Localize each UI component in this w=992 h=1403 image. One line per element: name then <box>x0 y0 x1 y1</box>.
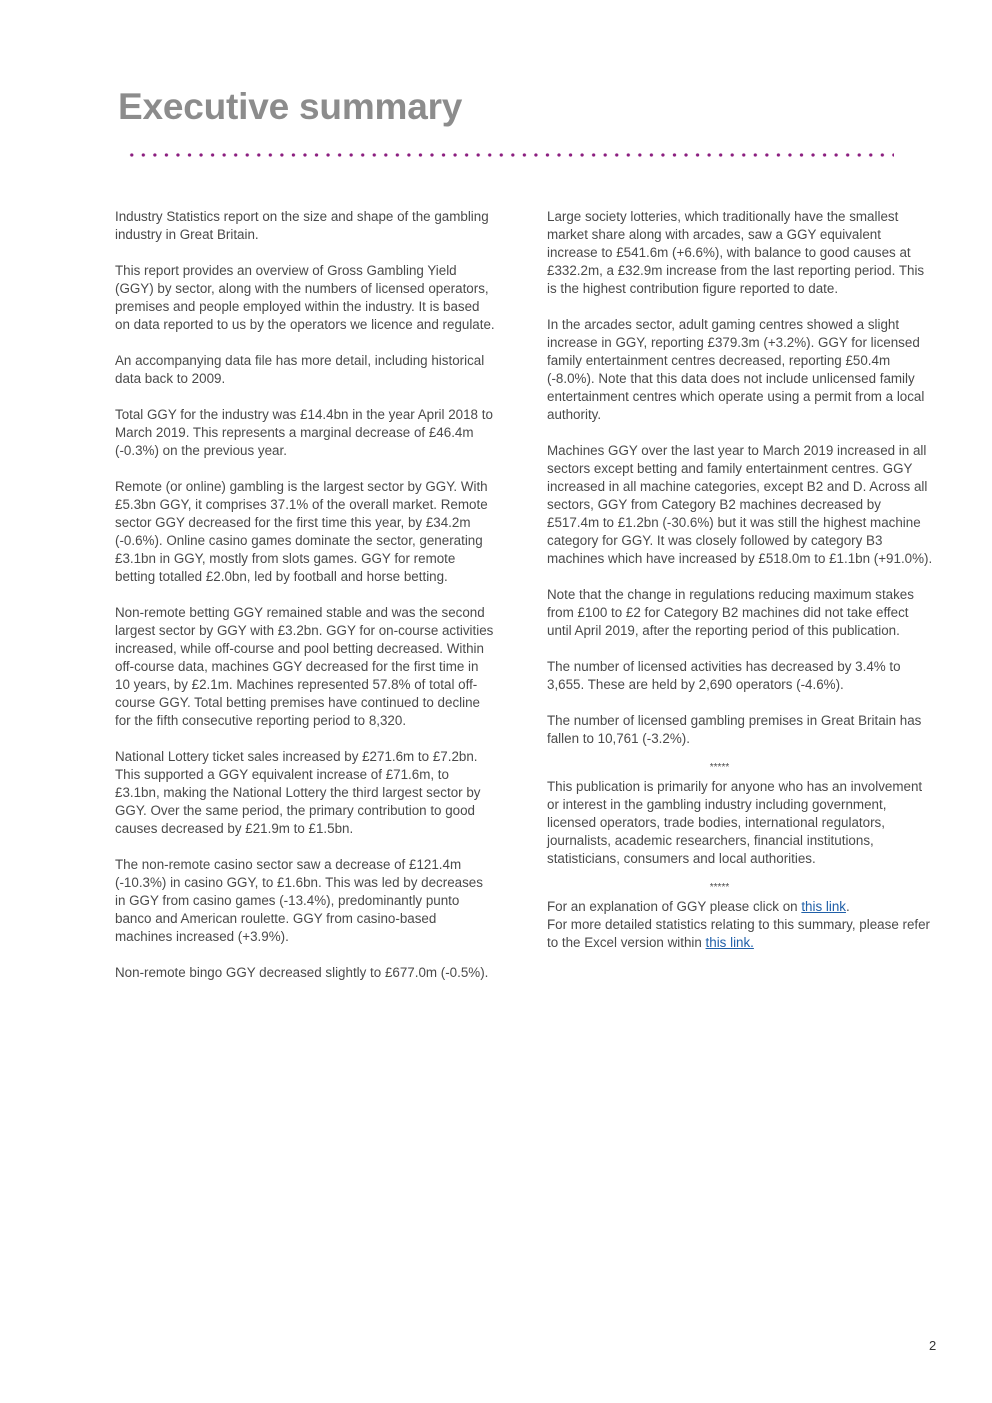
ggy-link-prefix: For an explanation of GGY please click on <box>547 899 802 914</box>
excel-version-link[interactable]: this link. <box>705 935 754 950</box>
paragraph-intro: Industry Statistics report on the size and shape of the gambling industry in Great Britain. <box>115 209 489 242</box>
paragraph-society-lotteries: Large society lotteries, which traditionally have the smallest market share along with arcades, saw a GGY equivalent increase to £541.6m (+6.6%), with balance to good causes at £332.2m, a £32.9m increase from the last reporting period. This is the highest contribution figure reported to date. <box>547 209 925 296</box>
paragraph-bingo: Non-remote bingo GGY decreased slightly to £677.0m (-0.5%). <box>115 965 489 980</box>
paragraph-regulations: Note that the change in regulations reducing maximum stakes from £100 to £2 for Category B2 machines did not take effect until April 2019, after the reporting period of this publication. <box>547 587 914 638</box>
dotted-divider <box>126 153 894 157</box>
section-separator: ***** <box>709 882 730 893</box>
page-title: Executive summary <box>118 86 463 127</box>
paragraph-data-file: An accompanying data file has more detail, including historical data back to 2009. <box>115 353 485 386</box>
paragraph-overview: This report provides an overview of Gross Gambling Yield (GGY) by sector, along with the numbers of licensed operators, premises and people employed within the industry. It is based on data reported to us by the operators we licence and regulate. <box>115 263 495 332</box>
section-separator: ***** <box>709 762 730 773</box>
paragraph-premises: The number of licensed gambling premises in Great Britain has fallen to 10,761 (-3.2%). <box>547 713 922 746</box>
paragraph-arcades: In the arcades sector, adult gaming centres showed a slight increase in GGY, reporting £379.3m (+3.2%). GGY for licensed family entertainment centres decreased, reporting £50.4m (-8.0%). Note that this data does not include unlicensed family entertainment centres which operate using a permit from a local authority. <box>547 317 925 422</box>
paragraph-remote: Remote (or online) gambling is the largest sector by GGY. With £5.3bn GGY, it comprises 37.1% of the overall market. Remote sector GGY decreased for the first time this year, by £34.2m (-0.6%). Online casino games dominate the sector, generating £3.1bn in GGY, mostly from slots games. GGY for remote betting totalled £2.0bn, led by football and horse betting. <box>115 479 488 584</box>
paragraph-licensed-activities: The number of licensed activities has decreased by 3.4% to 3,655. These are held by 2,690 operators (-4.6%). <box>547 659 901 692</box>
excel-link-prefix: For more detailed statistics relating to this summary, please refer to the Excel version within <box>547 917 931 950</box>
paragraph-non-remote-betting: Non-remote betting GGY remained stable and was the second largest sector by GGY with £3.2bn. GGY for on-course activities increased, while off-course and pool betting decreased. Within off-course data, machines GGY decreased for the first time in 10 years, by £2.1m. Machines represented 57.8% of total off-course GGY. Total betting premises have continued to decline for the fifth consecutive reporting period to 8,320. <box>115 605 494 728</box>
ggy-link-suffix: . <box>845 899 850 914</box>
ggy-explanation-link[interactable]: this link <box>801 899 846 914</box>
paragraph-audience: This publication is primarily for anyone who has an involvement or interest in the gambling industry including government, licensed operators, trade bodies, international regulators, journalists, academic researchers, financial institutions, statisticians, consumers and local authorities. <box>547 779 923 866</box>
paragraph-links <box>547 898 935 952</box>
page-number: 2 <box>929 1338 937 1353</box>
paragraph-machines: Machines GGY over the last year to March 2019 increased in all sectors except betting and family entertainment centres. GGY increased in all machine categories, except B2 and D. Across all sectors, GGY from Category B2 machines decreased by £517.4m to £1.2bn (-30.6%) but it was still the highest machine category for GGY. It was closely followed by category B3 machines which have increased by £518.0m to £1.1bn (+91.0%). <box>547 443 933 566</box>
paragraph-casino: The non-remote casino sector saw a decrease of £121.4m (-10.3%) in casino GGY, to £1.6bn. This was led by decreases in GGY from casino games (-13.4%), predominantly punto banco and American roulette. GGY from casino-based machines increased (+3.9%). <box>115 857 483 944</box>
right-column <box>547 208 935 952</box>
paragraph-national-lottery: National Lottery ticket sales increased by £271.6m to £7.2bn. This supported a GGY equivalent increase of £71.6m, to £3.1bn, making the National Lottery the third largest sector by GGY. Over the same period, the primary contribution to good causes decreased by £21.9m to £1.5bn. <box>115 749 481 836</box>
left-column <box>115 208 495 1000</box>
paragraph-total-ggy: Total GGY for the industry was £14.4bn in the year April 2018 to March 2019. This represents a marginal decrease of £46.4m (-0.3%) on the previous year. <box>115 407 493 458</box>
